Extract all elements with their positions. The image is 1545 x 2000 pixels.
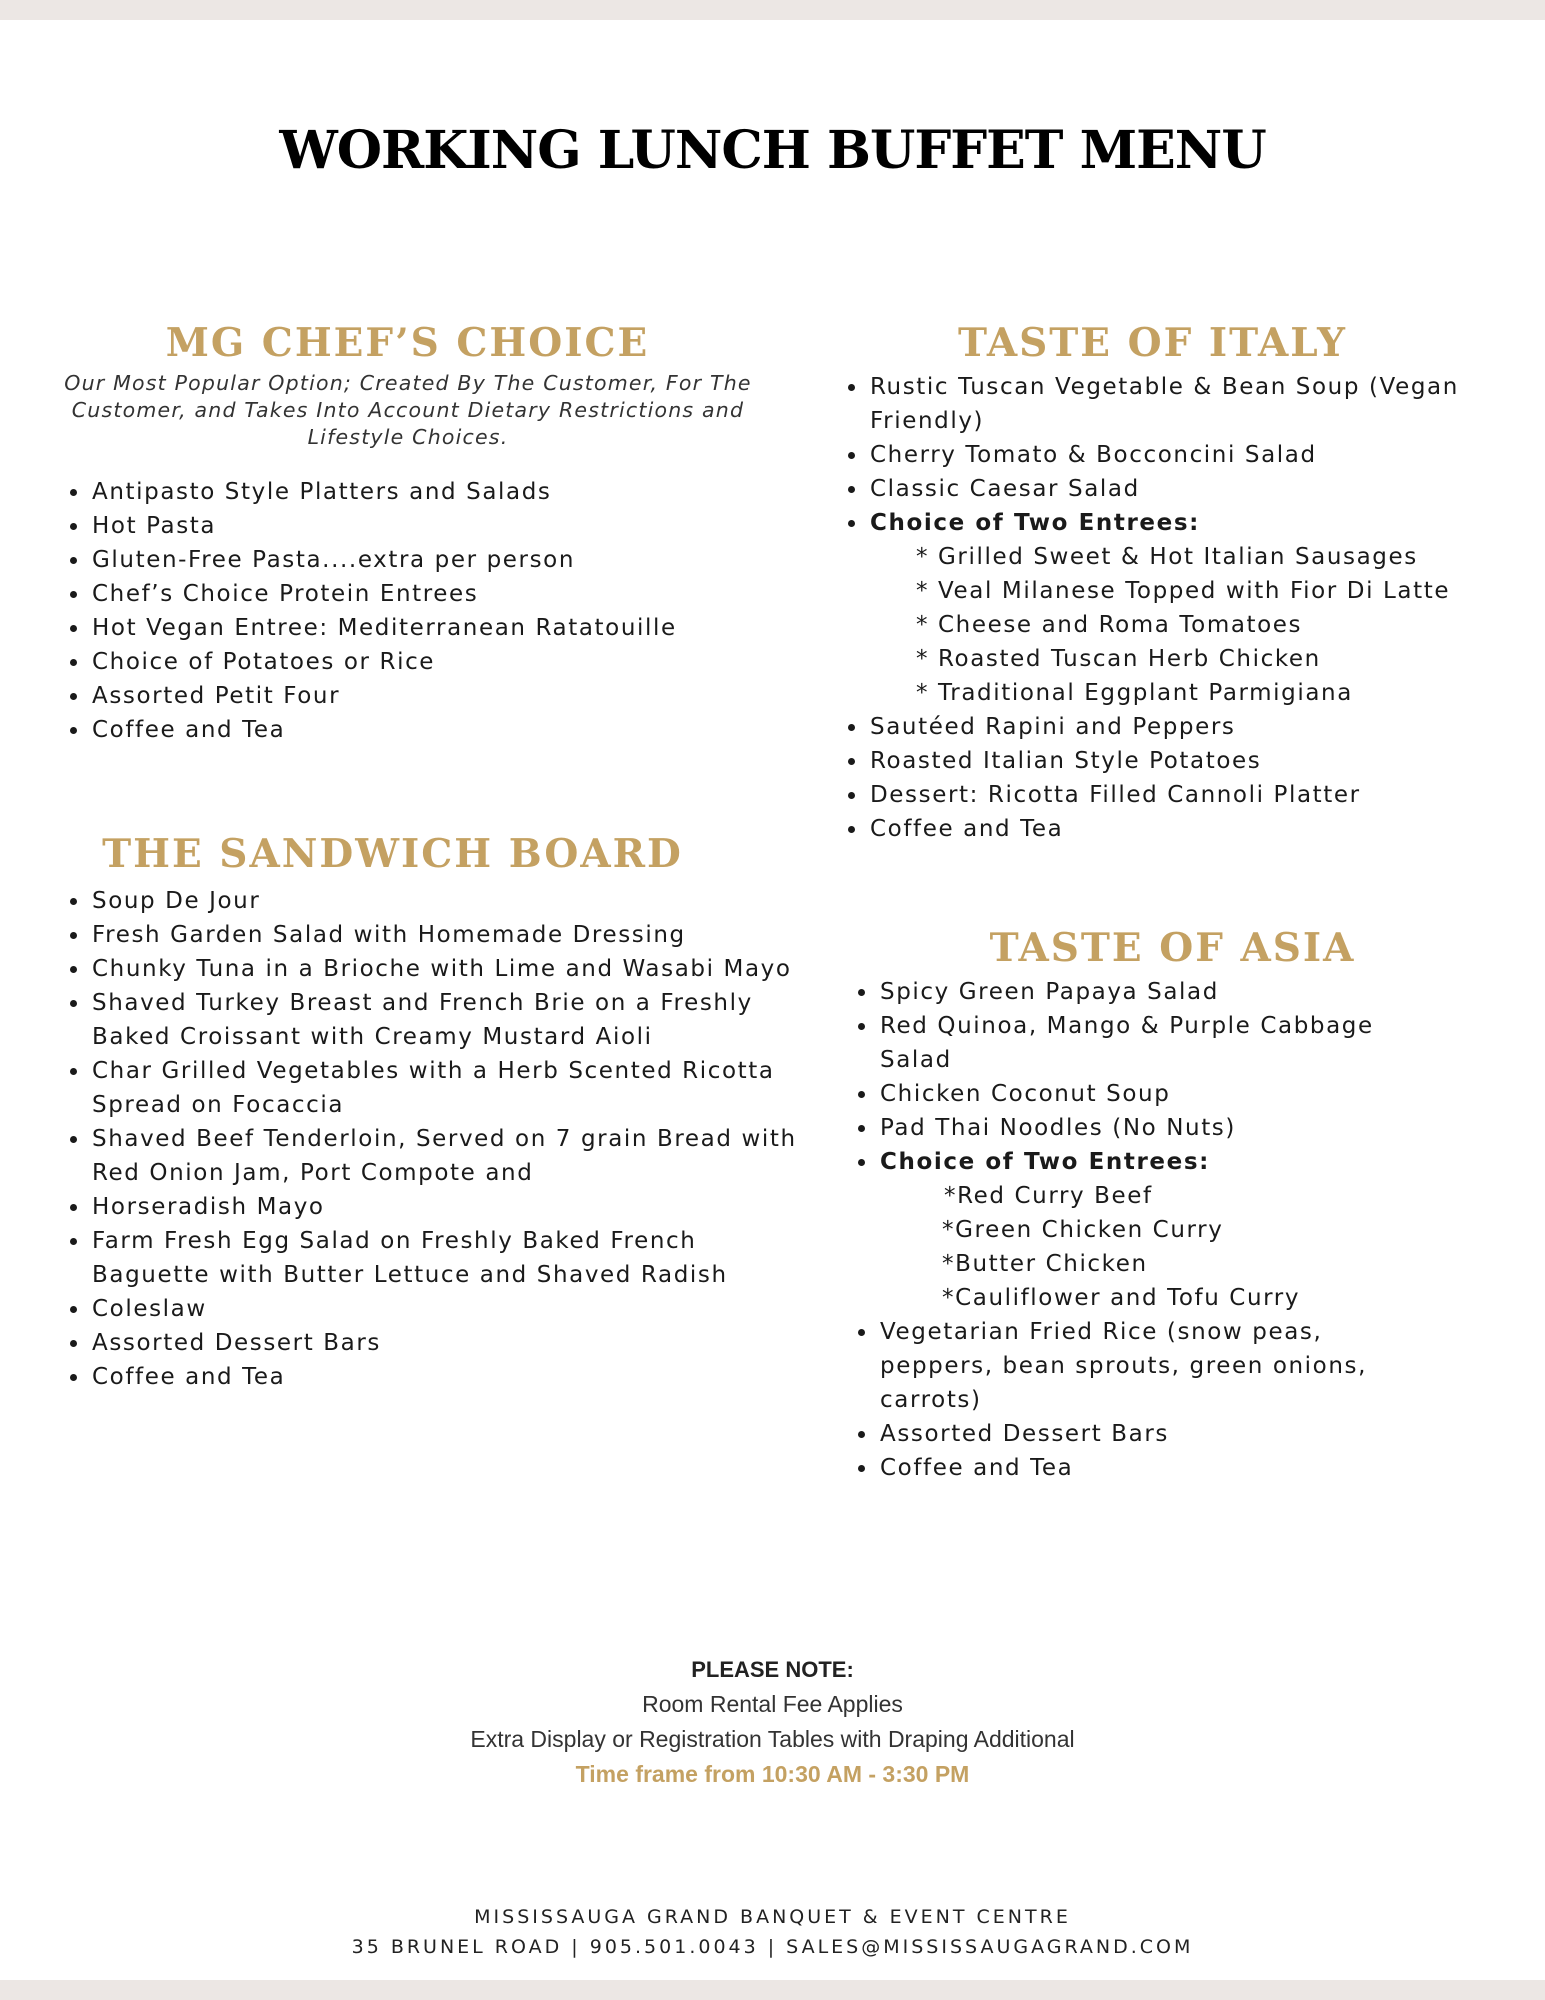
entree-option: * Traditional Eggplant Parmigiana [916, 680, 1353, 706]
choice-of-entrees-label: • Choice of Two Entrees: [878, 1145, 1438, 1179]
menu-page [0, 20, 1545, 1980]
entree-option: *Green Chicken Curry [942, 1217, 1224, 1243]
please-note-heading: PLEASE NOTE: [691, 1657, 854, 1682]
note-line: Extra Display or Registration Tables with Draping Additional [470, 1726, 1075, 1752]
list-item: • Sautéed Rapini and Peppers [868, 710, 1543, 744]
list-item: • Choice of Potatoes or Rice [90, 645, 790, 679]
list-item: • Cherry Tomato & Bocconcini Salad [868, 438, 1543, 472]
list-item: • Dessert: Ricotta Filled Cannoli Platter [868, 778, 1543, 812]
list-item: • Shaved Turkey Breast and French Brie on a Freshly Baked Croissant with Creamy Mustard Aioli [90, 986, 800, 1054]
venue-contact: 35 BRUNEL ROAD | 905.501.0043 | SALES@MISSISSAUGAGRAND.COM [351, 1936, 1194, 1958]
list-item: • Shaved Beef Tenderloin, Served on 7 grain Bread with Red Onion Jam, Port Compote and [90, 1122, 800, 1190]
entree-option: * Roasted Tuscan Herb Chicken [916, 646, 1321, 672]
list-item: • Spicy Green Papaya Salad [878, 975, 1438, 1009]
list-item: • Coleslaw [90, 1292, 800, 1326]
list-item: • Assorted Dessert Bars [878, 1417, 1438, 1451]
list-item: • Chef’s Choice Protein Entrees [90, 577, 790, 611]
taste-of-italy-title: TASTE OF ITALY [957, 320, 1348, 366]
list-item: • Fresh Garden Salad with Homemade Dressing [90, 918, 800, 952]
sandwich-board-title: THE SANDWICH BOARD [102, 831, 683, 877]
sandwich-board-list [60, 884, 800, 1394]
list-item: • Vegetarian Fried Rice (snow peas, peppers, bean sprouts, green onions, carrots) [878, 1315, 1438, 1417]
list-item: • Soup De Jour [90, 884, 800, 918]
list-item: • Coffee and Tea [90, 713, 790, 747]
please-note-block [0, 1652, 1545, 1792]
list-item: • Farm Fresh Egg Salad on Freshly Baked French Baguette with Butter Lettuce and Shaved Radish [90, 1224, 800, 1292]
time-frame-note: Time frame from 10:30 AM - 3:30 PM [575, 1761, 970, 1787]
list-item: • Coffee and Tea [878, 1451, 1438, 1485]
list-item: • Roasted Italian Style Potatoes [868, 744, 1543, 778]
note-line: Room Rental Fee Applies [642, 1691, 903, 1717]
list-item: • Hot Pasta [90, 509, 790, 543]
entree-option: * Grilled Sweet & Hot Italian Sausages [916, 544, 1418, 570]
chefs-choice-list [60, 475, 790, 747]
venue-name: MISSISSAUGA GRAND BANQUET & EVENT CENTRE [474, 1906, 1071, 1928]
entree-option: *Cauliflower and Tofu Curry [942, 1285, 1301, 1311]
chefs-choice-subtitle: Our Most Popular Option; Created By The Customer, For The Customer, and Takes Into Account Dietary Restrictions and Lifestyle Choices. [64, 371, 752, 449]
list-item: • Classic Caesar Salad [868, 472, 1543, 506]
entree-option: *Butter Chicken [942, 1251, 1148, 1277]
list-item: • Rustic Tuscan Vegetable & Bean Soup (Vegan Friendly) [868, 370, 1543, 438]
list-item: • Antipasto Style Platters and Salads [90, 475, 790, 509]
list-item: • Char Grilled Vegetables with a Herb Scented Ricotta Spread on Focaccia [90, 1054, 800, 1122]
list-item: • Chunky Tuna in a Brioche with Lime and Wasabi Mayo [90, 952, 800, 986]
list-item: • Coffee and Tea [868, 812, 1543, 846]
entree-option: *Red Curry Beef [944, 1183, 1153, 1209]
list-item: • Hot Vegan Entree: Mediterranean Ratatouille [90, 611, 790, 645]
list-item: • Assorted Dessert Bars [90, 1326, 800, 1360]
list-item: • Horseradish Mayo [90, 1190, 800, 1224]
list-item: • Chicken Coconut Soup [878, 1077, 1438, 1111]
choice-of-entrees-label: • Choice of Two Entrees: [868, 506, 1543, 540]
chefs-choice-title: MG CHEF’S CHOICE [165, 320, 650, 366]
list-item: • Assorted Petit Four [90, 679, 790, 713]
list-item: • Coffee and Tea [90, 1360, 800, 1394]
list-item: • Red Quinoa, Mango & Purple Cabbage Salad [878, 1009, 1438, 1077]
footer [0, 1902, 1545, 1962]
page-title: WORKING LUNCH BUFFET MENU [279, 120, 1266, 181]
entree-option: * Cheese and Roma Tomatoes [916, 612, 1303, 638]
taste-of-asia-list [848, 975, 1438, 1485]
taste-of-italy-list [838, 370, 1543, 846]
entree-option: * Veal Milanese Topped with Fior Di Latte [916, 578, 1451, 604]
taste-of-asia-title: TASTE OF ASIA [989, 925, 1356, 971]
list-item: • Pad Thai Noodles (No Nuts) [878, 1111, 1438, 1145]
list-item: • Gluten-Free Pasta....extra per person [90, 543, 790, 577]
